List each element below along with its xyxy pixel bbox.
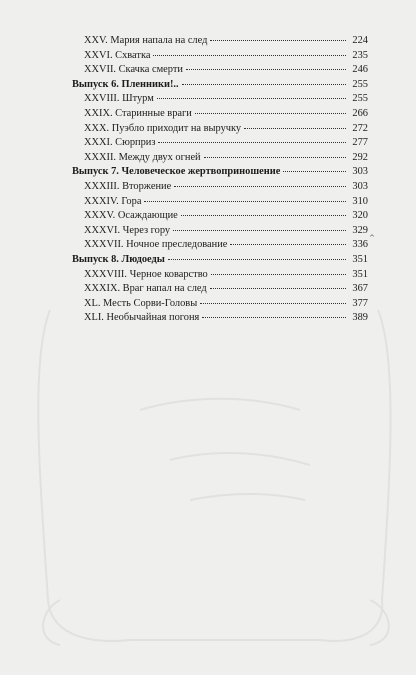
toc-entry-title: XXVII. Скачка смерти <box>84 64 183 76</box>
toc-page-number: 303 <box>352 180 368 192</box>
dot-leader <box>168 249 346 260</box>
toc-page-number: 235 <box>352 49 368 61</box>
dot-leader <box>158 132 346 143</box>
toc-page-number: 377 <box>352 297 368 309</box>
toc-entry-title: XXXVI. Через гору <box>84 224 171 236</box>
dot-leader <box>210 30 346 41</box>
dot-leader <box>211 264 346 275</box>
toc-entry-title: XXXIX. Враг напал на след <box>84 283 207 295</box>
toc-page-number: 320 <box>352 210 368 222</box>
caret-mark-icon: ^ <box>369 234 375 242</box>
toc-page-number: 367 <box>352 283 368 295</box>
dot-leader <box>244 118 346 129</box>
dot-leader <box>186 59 346 70</box>
show-through-decoration <box>20 300 408 670</box>
dot-leader <box>204 147 346 158</box>
toc-page-number: 351 <box>352 268 368 280</box>
toc-entry-title: XLI. Необычайная погоня <box>84 312 200 324</box>
toc-page-number: 336 <box>352 239 368 251</box>
toc-entry-title: XXVIII. Штурм <box>84 93 154 105</box>
toc-page-number: 303 <box>352 166 368 178</box>
dot-leader <box>230 234 346 245</box>
toc-entry-title: Выпуск 6. Пленники!.. <box>72 78 179 90</box>
toc-page-number: 272 <box>352 122 368 134</box>
toc-entry-title: XXX. Пуэбло приходит на выручку <box>84 122 242 134</box>
dot-leader <box>144 191 346 202</box>
toc-page-number: 277 <box>352 137 368 149</box>
dot-leader <box>210 278 346 289</box>
toc-entry-title: XXXI. Сюрприз <box>84 137 156 149</box>
table-of-contents <box>72 32 368 324</box>
toc-page-number: 292 <box>352 151 368 163</box>
toc-page-number: 266 <box>352 107 368 119</box>
toc-entry-title: XXIX. Старинные враги <box>84 107 192 119</box>
dot-leader <box>195 103 346 114</box>
toc-entry-title: XXXVIII. Черное коварство <box>84 268 208 280</box>
dot-leader <box>182 74 346 85</box>
toc-entry-title: Выпуск 7. Человеческое жертвоприношение <box>72 166 281 178</box>
dot-leader <box>153 45 346 56</box>
dot-leader <box>200 293 346 304</box>
toc-entry-title: Выпуск 8. Людоеды <box>72 253 165 265</box>
dot-leader <box>202 307 346 318</box>
toc-page-number: 255 <box>352 93 368 105</box>
dot-leader <box>174 176 346 187</box>
toc-entry-title: XXXV. Осаждающие <box>84 210 178 222</box>
toc-entry-title: XL. Месть Сорви-Головы <box>84 297 198 309</box>
dot-leader <box>283 161 346 172</box>
toc-page-number: 351 <box>352 253 368 265</box>
toc-entry-title: XXVI. Схватка <box>84 49 151 61</box>
toc-entry-title: XXXIII. Вторжение <box>84 180 172 192</box>
toc-entry-title: XXXII. Между двух огней <box>84 151 201 163</box>
toc-entry-title: XXXVII. Ночное преследование <box>84 239 228 251</box>
toc-entry-title: XXV. Мария напала на след <box>84 35 208 46</box>
toc-page-number: 224 <box>352 35 368 46</box>
toc-page-number: 389 <box>352 312 368 324</box>
toc-page-number: 329 <box>352 224 368 236</box>
toc-entry-title: XXXIV. Гора <box>84 195 142 207</box>
dot-leader <box>157 88 346 99</box>
dot-leader <box>173 220 346 231</box>
toc-page-number: 246 <box>352 64 368 76</box>
toc-page-number: 310 <box>352 195 368 207</box>
toc-page-number: 255 <box>352 78 368 90</box>
toc-entry <box>72 309 368 324</box>
dot-leader <box>181 205 346 216</box>
